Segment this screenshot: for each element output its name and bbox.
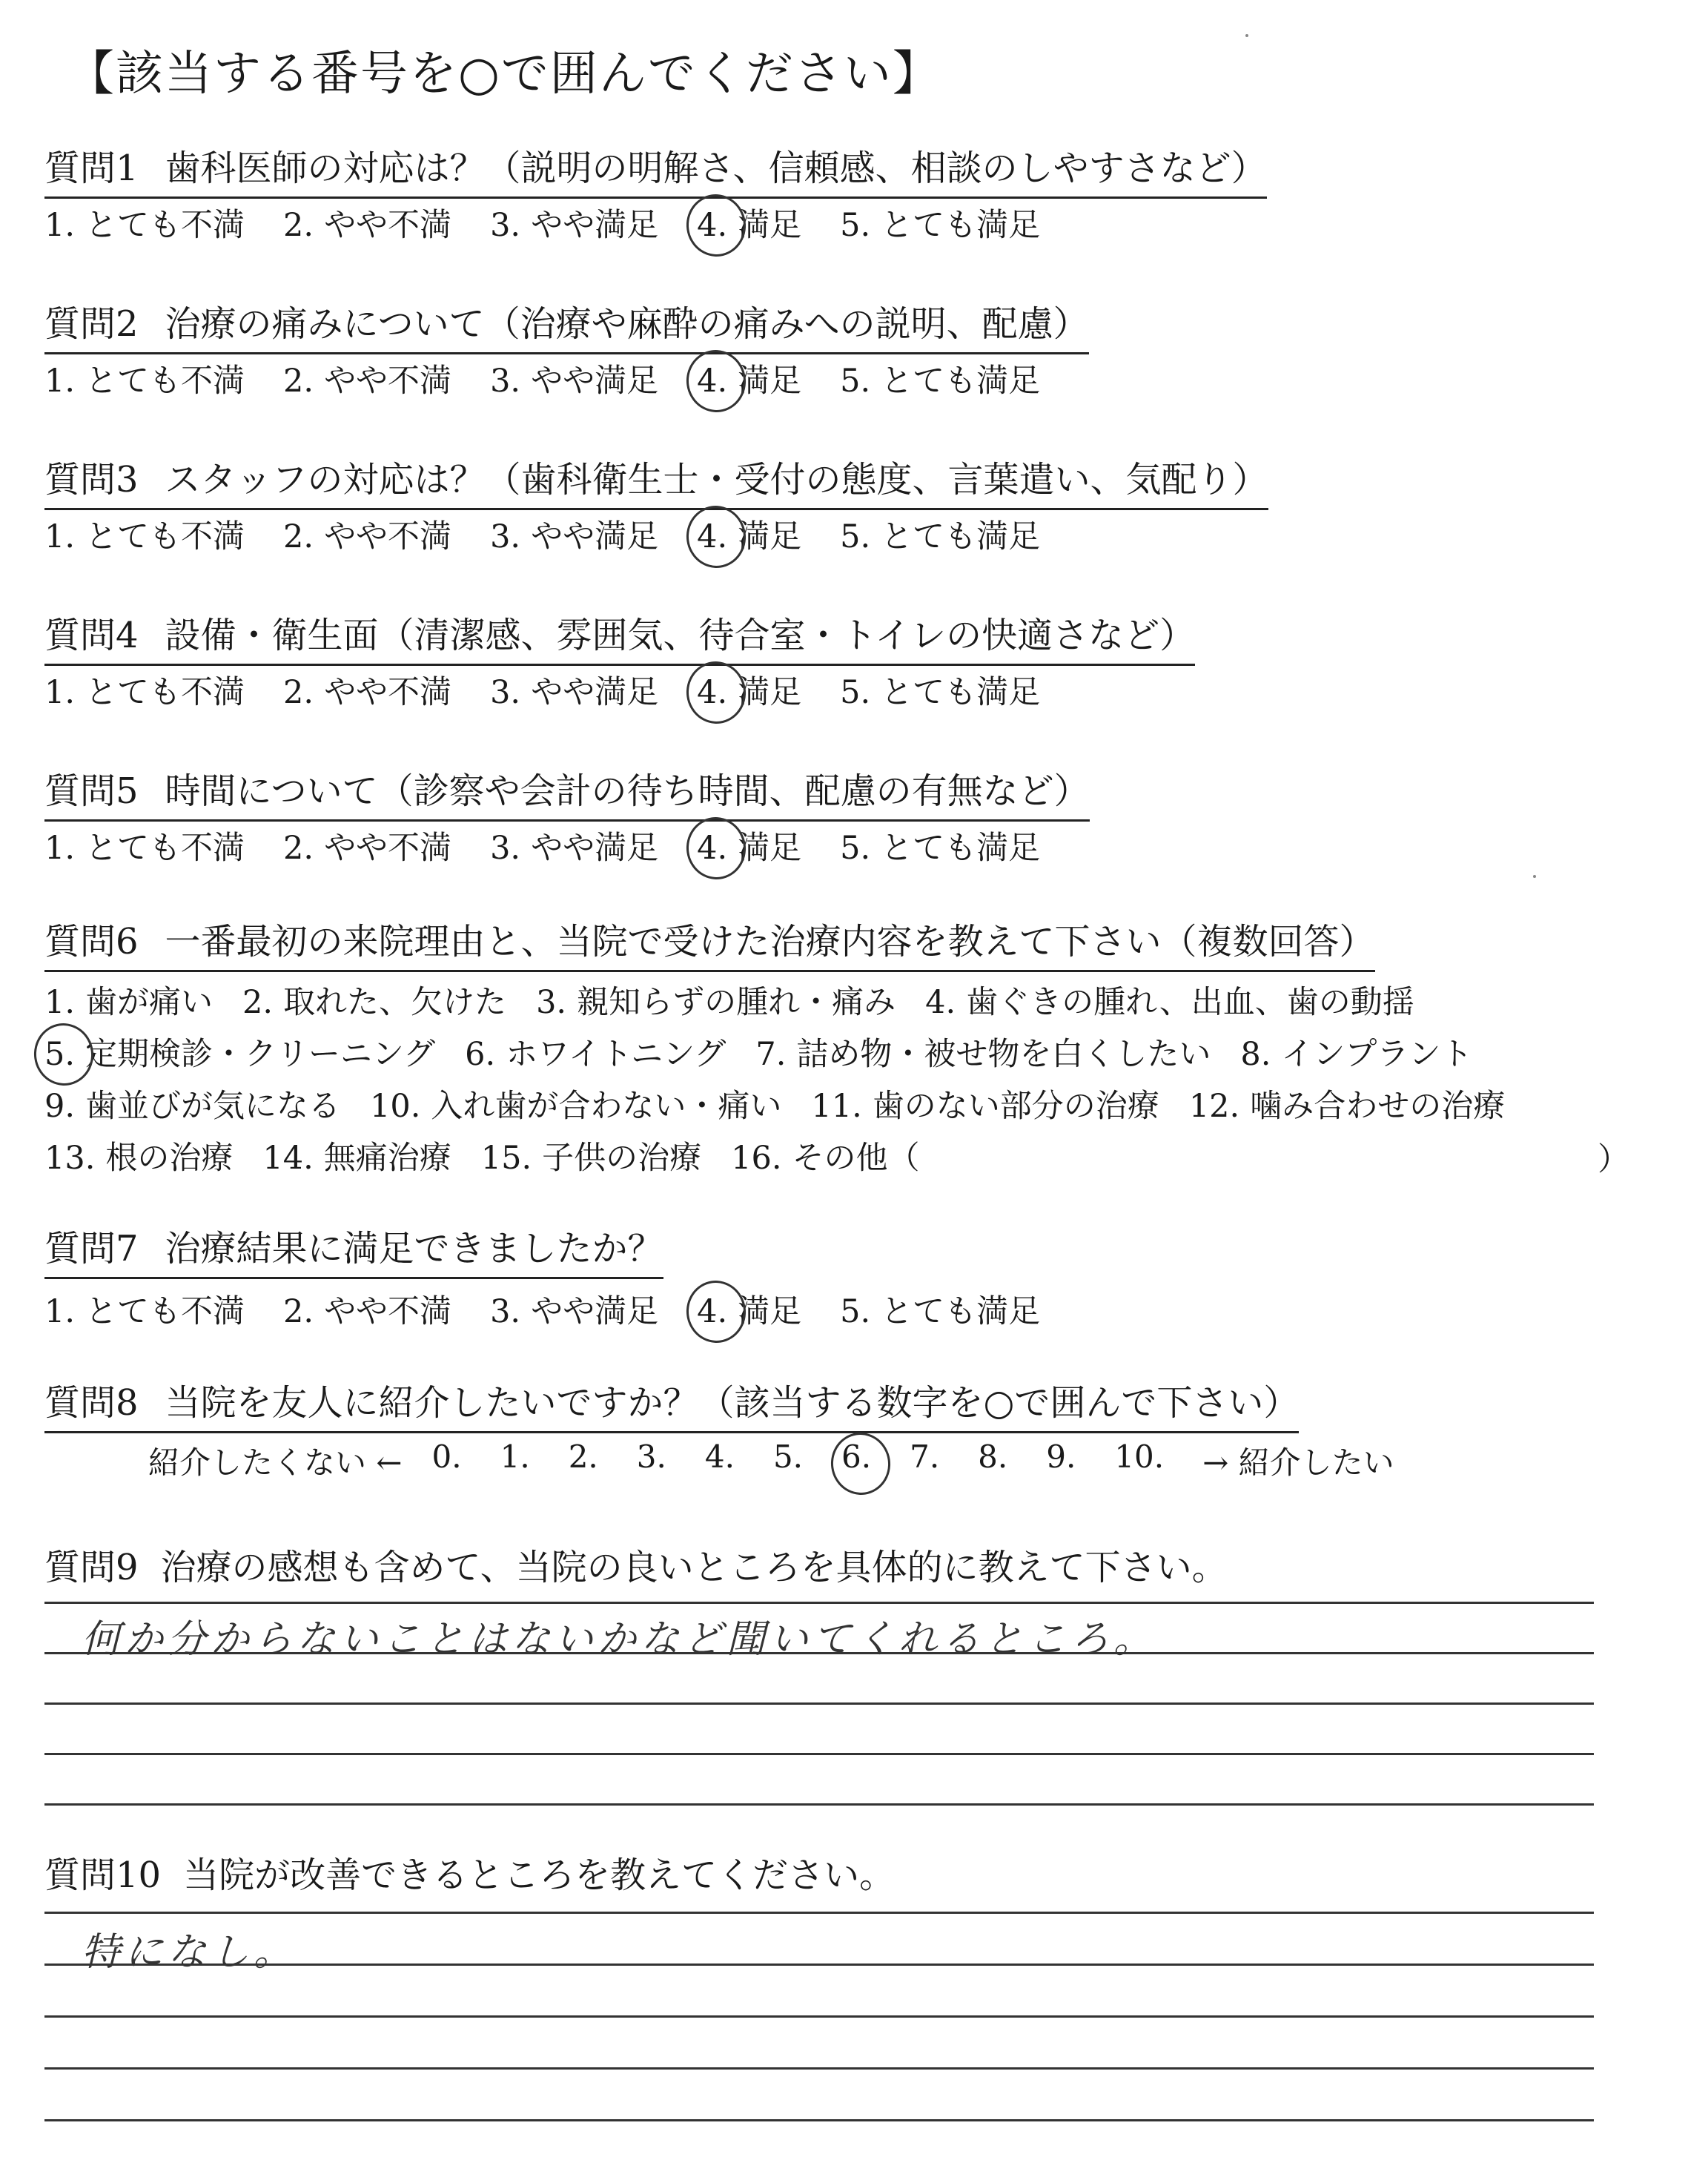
- page-title: 【該当する番号を○で囲んでください】: [67, 47, 941, 102]
- q3-options: [44, 512, 1079, 557]
- answer-line: [44, 2119, 1594, 2121]
- option-1[interactable]: 1. とても不満: [44, 207, 245, 244]
- question-text: 治療の痛みについて（治療や麻酔の痛みへの説明、配慮）: [165, 303, 1089, 345]
- question-number: 質問8: [44, 1382, 139, 1424]
- option-5[interactable]: 5. とても満足: [840, 674, 1041, 711]
- recommend-scale: [148, 1439, 1433, 1483]
- option-3[interactable]: 3. やや満足: [490, 518, 659, 555]
- option-2[interactable]: 2. やや不満: [283, 674, 452, 711]
- question-4: [44, 612, 1195, 666]
- answer-line: [44, 1912, 1594, 1914]
- option-2[interactable]: 2. やや不満: [283, 1293, 452, 1330]
- question-number: 質問9: [44, 1547, 139, 1588]
- q6-option-7[interactable]: 7. 詰め物・被せ物を白くしたい: [755, 1036, 1211, 1073]
- question-number: 質問3: [44, 459, 139, 501]
- question-number: 質問10: [44, 1855, 162, 1896]
- question-9: [44, 1539, 1228, 1590]
- q1-options: [44, 200, 1079, 245]
- question-5: [44, 767, 1090, 822]
- option-1[interactable]: 1. とても不満: [44, 518, 245, 555]
- option-4-selected[interactable]: 4. 満足: [697, 356, 801, 401]
- option-1[interactable]: 1. とても不満: [44, 674, 245, 711]
- option-5[interactable]: 5. とても満足: [840, 363, 1041, 400]
- option-4-selected[interactable]: 4. 満足: [697, 512, 801, 557]
- scale-2[interactable]: 2.: [568, 1439, 598, 1475]
- q6-options-row-3: [44, 1081, 1535, 1126]
- scale-left-label: 紹介したくない ←: [148, 1444, 403, 1481]
- q6-option-12[interactable]: 12. 噛み合わせの治療: [1188, 1088, 1506, 1125]
- scan-speck: [1533, 875, 1536, 878]
- answer-line: [44, 1964, 1594, 1966]
- q6-option-14[interactable]: 14. 無痛治療: [262, 1140, 451, 1177]
- scale-5[interactable]: 5.: [772, 1439, 804, 1475]
- option-5[interactable]: 5. とても満足: [840, 518, 1041, 555]
- q6-option-6[interactable]: 6. ホワイトニング: [465, 1036, 726, 1073]
- scale-1[interactable]: 1.: [500, 1439, 530, 1475]
- question-text: 当院を友人に紹介したいですか？（該当する数字を○で囲んで下さい）: [165, 1382, 1300, 1424]
- answer-line: [44, 1652, 1594, 1654]
- option-3[interactable]: 3. やや満足: [490, 674, 659, 711]
- option-4-selected[interactable]: 4. 満足: [697, 667, 801, 713]
- scale-3[interactable]: 3.: [636, 1439, 666, 1475]
- q6-option-13[interactable]: 13. 根の治療: [44, 1140, 234, 1177]
- q6-option-16[interactable]: 16. その他（: [731, 1140, 920, 1177]
- q6-option-9[interactable]: 9. 歯並びが気になる: [44, 1088, 341, 1125]
- q6-options-row-2: [44, 1029, 1502, 1074]
- scale-right-label: → 紹介したい: [1202, 1444, 1394, 1481]
- scan-speck: [1245, 34, 1248, 37]
- q6-option-1[interactable]: 1. 歯が痛い: [44, 984, 214, 1021]
- q5-options: [44, 823, 1079, 868]
- question-number: 質問1: [44, 148, 139, 189]
- question-text: スタッフの対応は？（歯科衛生士・受付の態度、言葉遣い、気配り）: [165, 459, 1268, 501]
- answer-line: [44, 1602, 1594, 1604]
- option-2[interactable]: 2. やや不満: [283, 830, 452, 867]
- scale-6-selected[interactable]: 6.: [841, 1439, 871, 1483]
- q9-handwritten-answer[interactable]: 何か分からないことはないかなど聞いてくれるところ。: [82, 1617, 1157, 1662]
- question-2: [44, 300, 1089, 354]
- q2-options: [44, 356, 1079, 401]
- option-1[interactable]: 1. とても不満: [44, 1293, 245, 1330]
- q6-options-row-4: [44, 1133, 950, 1178]
- option-3[interactable]: 3. やや満足: [490, 1293, 659, 1330]
- q6-option-10[interactable]: 10. 入れ歯が合わない・痛い: [370, 1088, 782, 1125]
- question-1: [44, 145, 1267, 199]
- answer-line: [44, 1753, 1594, 1755]
- q6-option-11[interactable]: 11. 歯のない部分の治療: [811, 1088, 1159, 1125]
- option-3[interactable]: 3. やや満足: [490, 207, 659, 244]
- option-3[interactable]: 3. やや満足: [490, 830, 659, 867]
- option-2[interactable]: 2. やや不満: [283, 207, 452, 244]
- question-text: 歯科医師の対応は？（説明の明解さ、信頼感、相談のしやすさなど）: [165, 148, 1267, 189]
- q6-option-8[interactable]: 8. インプラント: [1240, 1036, 1473, 1073]
- question-text: 当院が改善できるところを教えてください。: [183, 1855, 896, 1896]
- q6-option-15[interactable]: 15. 子供の治療: [480, 1140, 702, 1177]
- answer-line: [44, 2015, 1594, 2018]
- scale-9[interactable]: 9.: [1046, 1439, 1076, 1475]
- option-2[interactable]: 2. やや不満: [283, 363, 452, 400]
- q10-handwritten-answer[interactable]: 特になし。: [82, 1930, 297, 1975]
- q6-option-3[interactable]: 3. 親知らずの腫れ・痛み: [536, 984, 896, 1021]
- question-text: 治療の感想も含めて、当院の良いところを具体的に教えて下さい。: [160, 1547, 1228, 1588]
- answer-line: [44, 1803, 1594, 1806]
- q6-options-row-1: [44, 977, 1444, 1023]
- q4-options: [44, 667, 1079, 713]
- question-10: [44, 1846, 895, 1898]
- option-4-selected[interactable]: 4. 満足: [697, 200, 801, 245]
- question-number: 質問7: [44, 1228, 139, 1269]
- question-8: [44, 1379, 1299, 1433]
- question-text: 設備・衛生面（清潔感、雰囲気、待合室・トイレの快適さなど）: [165, 615, 1196, 656]
- question-3: [44, 456, 1268, 510]
- question-number: 質問6: [44, 921, 139, 962]
- answer-line: [44, 1702, 1594, 1705]
- scale-7[interactable]: 7.: [910, 1439, 940, 1475]
- question-7: [44, 1225, 663, 1279]
- option-4-selected[interactable]: 4. 満足: [697, 823, 801, 868]
- question-text: 時間について（診察や会計の待ち時間、配慮の有無など）: [165, 770, 1090, 812]
- answer-line: [44, 2067, 1594, 2070]
- option-4-selected[interactable]: 4. 満足: [697, 1287, 801, 1332]
- question-number: 質問2: [44, 303, 139, 345]
- q6-option-2[interactable]: 2. 取れた、欠けた: [242, 984, 507, 1021]
- option-5[interactable]: 5. とても満足: [840, 830, 1041, 867]
- option-2[interactable]: 2. やや不満: [283, 518, 452, 555]
- scale-8[interactable]: 8.: [978, 1439, 1008, 1475]
- option-5[interactable]: 5. とても満足: [840, 1293, 1041, 1330]
- question-text: 一番最初の来院理由と、当院で受けた治療内容を教えて下さい（複数回答）: [165, 921, 1375, 962]
- option-5[interactable]: 5. とても満足: [840, 207, 1041, 244]
- question-number: 質問5: [44, 770, 139, 812]
- q6-option-4[interactable]: 4. 歯ぐきの腫れ、出血、歯の動揺: [925, 984, 1414, 1021]
- q7-options: [44, 1287, 1079, 1332]
- scale-10[interactable]: 10.: [1114, 1439, 1165, 1475]
- option-3[interactable]: 3. やや満足: [490, 363, 659, 400]
- scale-4[interactable]: 4.: [704, 1439, 735, 1475]
- question-text: 治療結果に満足できましたか？: [165, 1228, 663, 1269]
- option-1[interactable]: 1. とても不満: [44, 830, 245, 867]
- question-6: [44, 918, 1375, 972]
- other-close-paren: ）: [1598, 1141, 1629, 1178]
- q6-option-5-selected[interactable]: 5. 定期検診・クリーニング: [44, 1029, 435, 1074]
- option-1[interactable]: 1. とても不満: [44, 363, 245, 400]
- question-number: 質問4: [44, 615, 139, 656]
- scale-0[interactable]: 0.: [431, 1439, 462, 1475]
